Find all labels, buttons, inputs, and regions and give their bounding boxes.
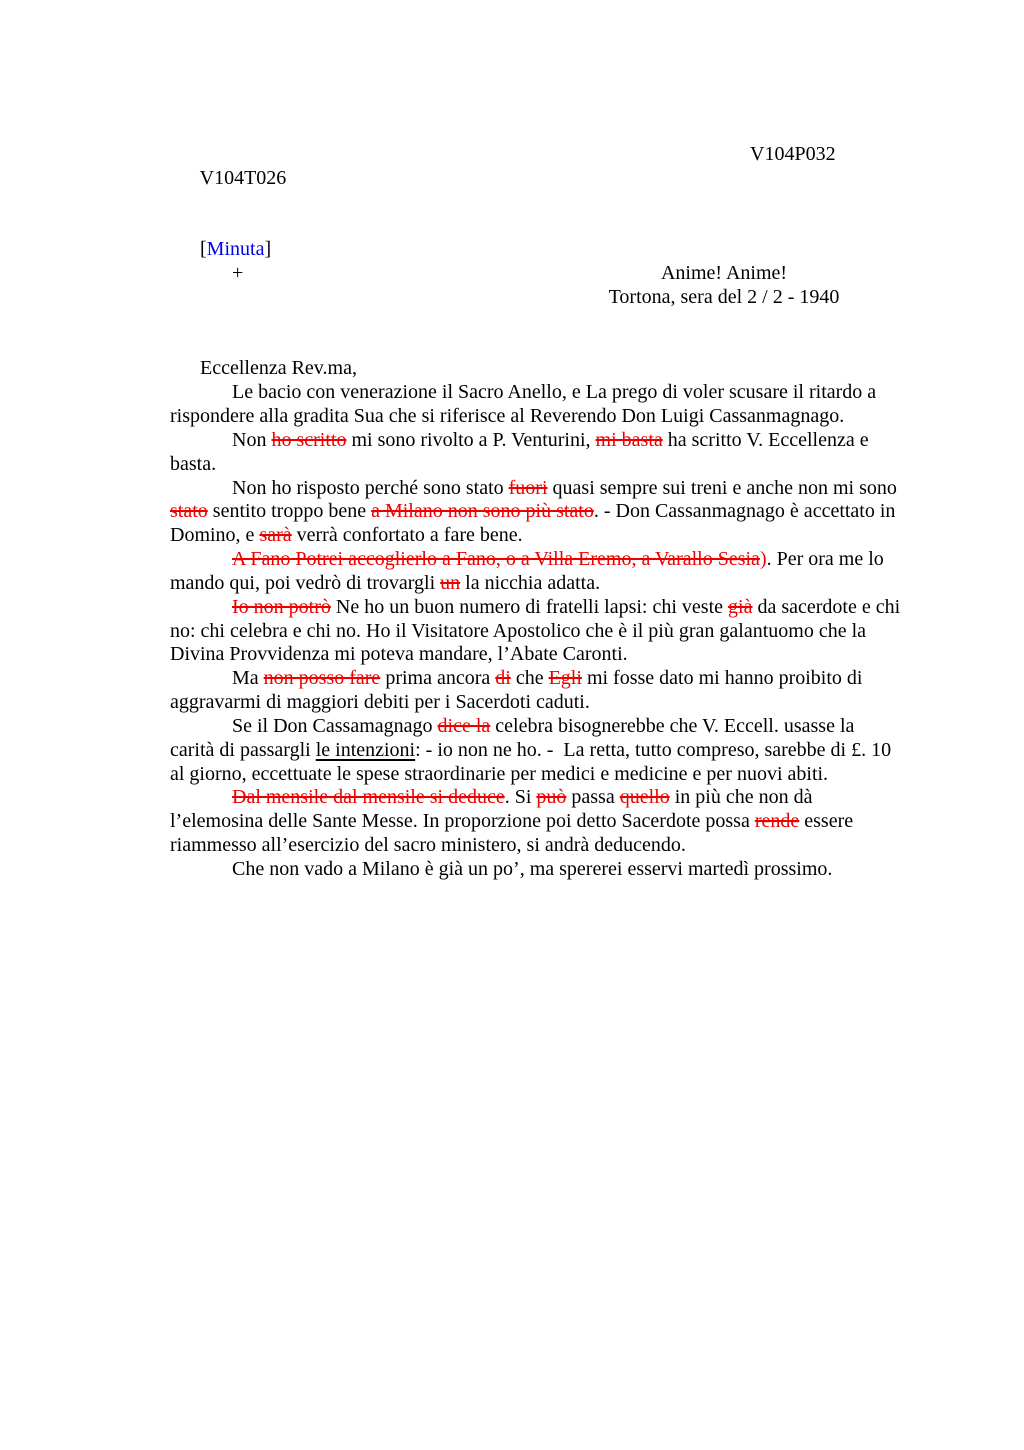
body-line-3 [170, 429, 922, 453]
body-line-11 [170, 620, 922, 644]
invocation-text: Anime! Anime! [660, 262, 788, 285]
dateline-text: Tortona, sera del 2 / 2 - 1940 [608, 285, 840, 308]
body-line-20 [170, 834, 922, 858]
body-line-13 [170, 667, 922, 691]
text-segment: Se il Don Cassamagnago [232, 714, 438, 737]
text-segment: quasi sempre sui treni e anche non mi sono [547, 476, 897, 499]
text-segment: passa [566, 786, 620, 809]
underlined-text: le intenzioni [315, 738, 416, 761]
body-line-16 [170, 739, 922, 763]
text-segment: la nicchia adatta. [460, 571, 601, 594]
blank-line [170, 357, 922, 381]
text-segment: basta. [170, 452, 217, 475]
deleted-text: quello [619, 786, 670, 809]
deleted-text: un [440, 571, 461, 594]
bracket-close: ] [264, 238, 272, 261]
text-segment: prima ancora [380, 667, 496, 690]
blank-line [170, 191, 922, 215]
deleted-text: Egli [548, 667, 582, 690]
deleted-text: Dal mensile dal mensile si deduce [232, 786, 505, 809]
text-segment: che [510, 667, 549, 690]
blank-line [170, 238, 922, 262]
text-segment: Ne ho un buon numero di fratelli lapsi: chi veste [330, 595, 729, 618]
text-segment: mi fosse dato mi hanno proibito di [581, 667, 863, 690]
deleted-text: a Milano non sono più stato [371, 500, 594, 523]
body-line-1 [170, 381, 922, 405]
body-line-9 [170, 572, 922, 596]
deleted-text: può [536, 786, 567, 809]
deleted-text: di [495, 667, 511, 690]
text-segment: l’elemosina delle Sante Messe. In proporzione poi detto Sacerdote possa [170, 810, 755, 833]
body-line-18 [170, 786, 922, 810]
text-segment: ha scritto V. Eccellenza e [662, 428, 869, 451]
deleted-text: fuori [508, 476, 548, 499]
archive-code-right: V104P032 [750, 143, 836, 165]
body-line-4 [170, 453, 922, 477]
text-segment: no: chi celebra e chi no. Ho il Visitatore Apostolico che è il più gran galantuomo che la [170, 619, 867, 642]
blank-line [170, 310, 922, 334]
body-line-10 [170, 596, 922, 620]
document-header [170, 143, 922, 189]
cross-symbol: + [232, 262, 244, 285]
text-segment: Le bacio con venerazione il Sacro Anello, e La prego di voler scusare il ritardo a [232, 381, 877, 404]
salutation-text: Eccellenza Rev.ma, [200, 357, 357, 380]
invocation-line [170, 262, 922, 286]
deleted-text: già [728, 595, 753, 618]
letter-body [170, 381, 922, 881]
deleted-text: ho scritto [271, 428, 347, 451]
deleted-text: stato [170, 500, 208, 523]
text-segment: Domino, e [170, 524, 260, 547]
archive-code-left: V104T026 [199, 166, 287, 189]
text-segment: al giorno, eccettuate le spese straordinarie per medici e medicine e per nuovi abiti. [170, 762, 829, 785]
bracket-open: [ [200, 238, 207, 261]
minuta-line [170, 214, 922, 261]
dateline-line [170, 286, 922, 310]
letter-document [170, 143, 922, 882]
body-line-14 [170, 691, 922, 715]
body-line-2 [170, 405, 922, 429]
text-segment: essere [799, 810, 854, 833]
body-line-7 [170, 524, 922, 548]
text-segment: mando qui, poi vedrò di trovargli [170, 571, 441, 594]
body-line-8 [170, 548, 922, 572]
text-segment: Che non vado a Milano è già un po’, ma spererei esservi martedì prossimo. [232, 857, 833, 880]
deleted-text: mi basta [595, 428, 663, 451]
text-segment: da sacerdote e chi [752, 595, 901, 618]
deleted-text: rende [754, 810, 800, 833]
body-line-6 [170, 500, 922, 524]
red-text: ) [759, 548, 767, 571]
text-segment: carità di passargli [170, 738, 316, 761]
text-segment: : - io non ne ho. - La retta, tutto compreso, sarebbe di £. 10 [415, 738, 892, 761]
deleted-text: sarà [259, 524, 292, 547]
body-line-21 [170, 858, 922, 882]
salutation-line [170, 334, 922, 380]
body-line-5 [170, 477, 922, 501]
text-segment: Non ho risposto perché sono stato [232, 476, 509, 499]
text-segment: riammesso all’esercizio del sacro ministero, si andrà deducendo. [170, 834, 686, 857]
body-line-19 [170, 810, 922, 834]
text-segment: celebra bisognerebbe che V. Eccell. usasse la [490, 714, 855, 737]
body-line-17 [170, 763, 922, 787]
text-segment: aggravarmi di maggiori debiti per i Sacerdoti caduti. [170, 691, 590, 714]
text-segment: . Per ora me lo [766, 548, 884, 571]
text-segment: sentito troppo bene [207, 500, 372, 523]
deleted-text: non posso fare [263, 667, 381, 690]
text-segment: Divina Provvidenza mi poteva mandare, l’Abate Caronti. [170, 643, 628, 666]
text-segment: mi sono rivolto a P. Venturini, [346, 428, 596, 451]
deleted-text: Io non potrò [232, 595, 331, 618]
deleted-text: dice la [437, 714, 491, 737]
text-segment: Ma [232, 667, 264, 690]
text-segment: in più che non dà [669, 786, 813, 809]
body-line-15 [170, 715, 922, 739]
deleted-text: A Fano Potrei accoglierlo a Fano, o a Villa Eremo, a Varallo Sesia [232, 548, 760, 571]
text-segment: verrà confortato a fare bene. [291, 524, 523, 547]
text-segment: rispondere alla gradita Sua che si riferisce al Reverendo Don Luigi Cassanmagnago. [170, 405, 845, 428]
text-segment: . Si [504, 786, 537, 809]
body-line-12 [170, 643, 922, 667]
text-segment: Non [232, 428, 272, 451]
minuta-link[interactable]: Minuta [206, 238, 265, 261]
blank-line [170, 167, 922, 191]
text-segment: . - Don Cassanmagnago è accettato in [593, 500, 896, 523]
